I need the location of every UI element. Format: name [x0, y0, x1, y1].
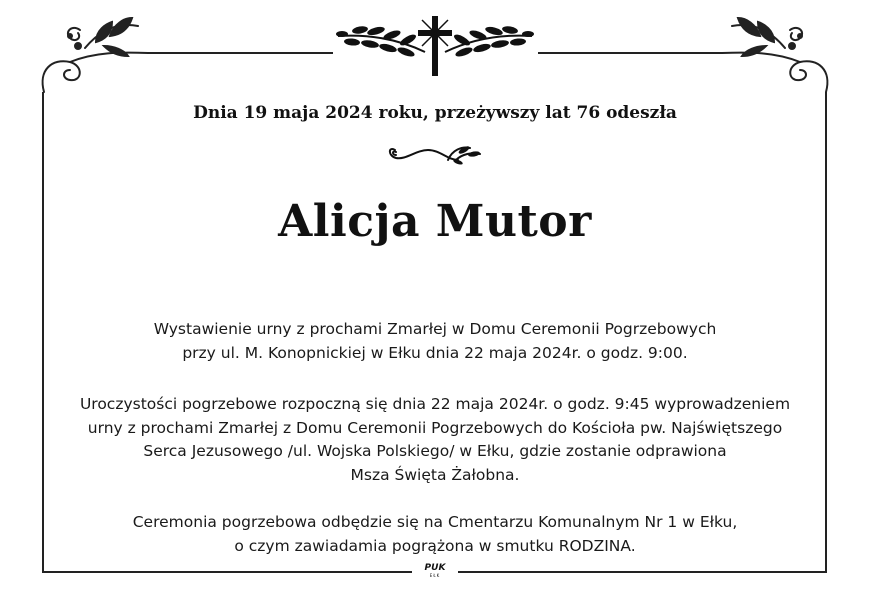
paragraph-line: o czym zawiadamia pogrążona w smutku RODZINA.: [234, 536, 636, 555]
paragraph-line: Wystawienie urny z prochami Zmarłej w Domu Ceremonii Pogrzebowych: [153, 320, 717, 338]
logo-sub-text: EŁK: [429, 573, 441, 578]
paragraph-line: przy ul. M. Konopnickiej w Ełku dnia 22 maja 2024r. o godz. 9:00.: [182, 343, 688, 362]
scroll-flourish-icon: [43, 18, 148, 92]
paragraph-funeral-ceremony: [40, 393, 830, 487]
cross-with-laurel-icon: [336, 16, 534, 76]
paragraph-cemetery: [40, 511, 830, 558]
paragraph-line: Uroczystości pogrzebowe rozpoczną się dnia 22 maja 2024r. o godz. 9:45 wyprowadzeniem: [79, 395, 791, 413]
logo-main-text: PUK: [424, 563, 446, 573]
paragraph-line: Msza Święta Żałobna.: [350, 465, 520, 484]
scroll-flourish-icon: [722, 18, 827, 92]
death-announcement-intro: Dnia 19 maja 2024 roku, przeżywszy lat 76 odeszła: [193, 103, 677, 123]
deceased-name: Alicja Mutor: [278, 196, 592, 247]
paragraph-line: Ceremonia pogrzebowa odbędzie się na Cmentarzu Komunalnym Nr 1 w Ełku,: [132, 513, 738, 531]
paragraph-line: Serca Jezusowego /ul. Wojska Polskiego/ w Ełku, gdzie zostanie odprawiona: [143, 442, 727, 460]
paragraph-line: urny z prochami Zmarłej z Domu Ceremonii Pogrzebowych do Kościoła pw. Najświętszego: [87, 418, 783, 437]
paragraph-urn-viewing: [40, 318, 830, 365]
puk-logo: [418, 563, 452, 578]
